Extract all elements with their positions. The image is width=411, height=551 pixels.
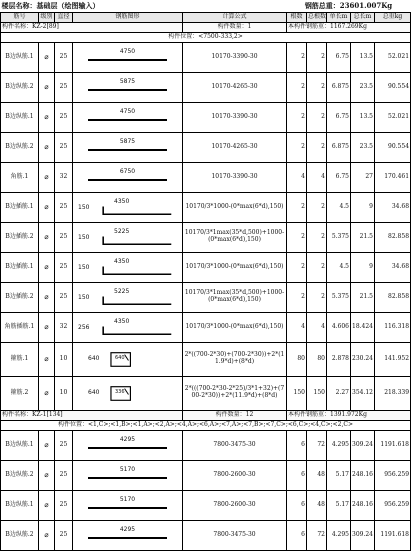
bar-total-length: 354.12 [351, 376, 375, 410]
bar-total-length: 9 [351, 252, 375, 282]
table-row [1, 42, 411, 72]
bar-total-length: 21.5 [351, 222, 375, 252]
bar-weight: 52.021 [375, 42, 411, 72]
straight-bar-line [88, 149, 167, 151]
bar-diameter: 10 [55, 342, 73, 376]
hooked-bar-line [103, 206, 171, 214]
bar-formula: 10170/3*1max(35*d,500)+1000-(0*max(6*d),150) [183, 222, 287, 252]
bar-total-length: 13.5 [351, 42, 375, 72]
bar-length-label: 4350 [114, 317, 130, 325]
bar-id: B边纵筋.2 [1, 520, 39, 550]
hooked-bar-line [103, 296, 171, 304]
floor-name: 楼层名称：基础层（绘图输入） [1, 0, 100, 10]
bar-unit-length: 4.606 [327, 312, 351, 342]
col-header-total-count: 总根数 [307, 12, 327, 22]
bar-formula: 10170/3*1max(35*d,500)+1000-(0*max(6*d),150) [183, 282, 287, 312]
stirrup-width-label: 640 [88, 354, 100, 362]
bar-unit-length: 4.5 [327, 192, 351, 222]
bar-length-label: 4350 [114, 197, 130, 205]
bar-total-length: 13.5 [351, 102, 375, 132]
bar-id: B边插筋.2 [1, 282, 39, 312]
bar-id: B边纵筋.1 [1, 102, 39, 132]
bar-formula: 10170-3390-30 [183, 102, 287, 132]
bar-shape-figure [74, 43, 181, 72]
member-count: 构件数量：1 [183, 22, 287, 32]
bar-diameter: 25 [55, 460, 73, 490]
bar-count: 2 [287, 72, 307, 102]
bar-shape [73, 282, 183, 312]
bar-shape [73, 460, 183, 490]
bar-unit-length: 5.17 [327, 490, 351, 520]
bar-shape [73, 132, 183, 162]
bar-count: 6 [287, 520, 307, 550]
bar-unit-length: 4.295 [327, 430, 351, 460]
straight-bar-line [88, 537, 167, 539]
bar-formula: 7800-2600-30 [183, 490, 287, 520]
grade-symbol: ⌀ [39, 282, 55, 312]
bar-shape-figure [74, 431, 181, 460]
col-header-shape: 钢筋图形 [73, 12, 183, 22]
col-header-bar-id: 筋号 [1, 12, 39, 22]
table-row [1, 282, 411, 312]
bar-shape-figure [74, 313, 181, 342]
bar-formula: 10170-4265-30 [183, 72, 287, 102]
table-row [1, 132, 411, 162]
bar-length-label: 5170 [119, 495, 136, 503]
table-row [1, 460, 411, 490]
bar-count: 4 [287, 312, 307, 342]
table-row [1, 376, 411, 410]
straight-bar-line [88, 477, 167, 479]
bar-weight: 82.858 [375, 282, 411, 312]
col-header-total-length: 总长m [351, 12, 375, 22]
table-row [1, 520, 411, 550]
bar-length-label: 5225 [114, 287, 130, 295]
bar-weight: 141.952 [375, 342, 411, 376]
hook-length-label: 150 [78, 233, 90, 241]
bar-diameter: 25 [55, 430, 73, 460]
bar-shape [73, 430, 183, 460]
bar-weight: 170.461 [375, 162, 411, 192]
member-info-row [1, 22, 411, 32]
bar-total-count: 48 [307, 490, 327, 520]
hooked-bar-line [103, 266, 171, 274]
bar-diameter: 25 [55, 520, 73, 550]
bar-shape-figure [74, 377, 181, 410]
grade-symbol: ⌀ [39, 342, 55, 376]
bar-diameter: 25 [55, 72, 73, 102]
bar-length-label: 4295 [119, 525, 136, 533]
bar-total-count: 2 [307, 222, 327, 252]
bar-total-length: 18.424 [351, 312, 375, 342]
bar-count: 6 [287, 430, 307, 460]
bar-formula: 10170/3*1000-(0*max(6*d),150) [183, 192, 287, 222]
bar-diameter: 32 [55, 162, 73, 192]
bar-count: 2 [287, 192, 307, 222]
col-header-count: 根数 [287, 12, 307, 22]
bar-shape [73, 162, 183, 192]
member-name: 构件名称：KZ-2[89] [1, 22, 183, 32]
bar-weight: 218.339 [375, 376, 411, 410]
member-position: 构件位置：<1,C>;<1,B>;<1,A>;<2,A>;<4,A>;<6,A>;<7,A>;<7,B>;<7,C>;<6,C>;<4,C>;<2,C> [1, 420, 411, 430]
bar-diameter: 10 [55, 376, 73, 410]
bar-id: B边插筋.2 [1, 222, 39, 252]
bar-total-length: 309.24 [351, 520, 375, 550]
bar-diameter: 25 [55, 282, 73, 312]
bar-shape [73, 376, 183, 410]
bar-count: 2 [287, 132, 307, 162]
bar-formula: 7800-3475-30 [183, 430, 287, 460]
bar-weight: 34.68 [375, 192, 411, 222]
bar-weight: 82.858 [375, 222, 411, 252]
bar-total-count: 4 [307, 162, 327, 192]
bar-count: 6 [287, 490, 307, 520]
bar-shape [73, 520, 183, 550]
bar-total-count: 2 [307, 132, 327, 162]
bar-count: 2 [287, 252, 307, 282]
bar-diameter: 25 [55, 252, 73, 282]
hooked-bar-drawing [74, 313, 181, 342]
bar-id: B边插筋.1 [1, 192, 39, 222]
table-row [1, 342, 411, 376]
member-weight: 本构件钢筋重：1391.972Kg [287, 410, 411, 420]
bar-shape [73, 252, 183, 282]
bar-shape-figure [74, 133, 181, 162]
hook-length-label: 150 [78, 263, 90, 271]
bar-weight: 116.318 [375, 312, 411, 342]
bar-total-count: 2 [307, 282, 327, 312]
hooked-bar-drawing [74, 253, 181, 282]
bar-id: 角筋插筋.1 [1, 312, 39, 342]
column-header-row [1, 12, 411, 22]
bar-count: 6 [287, 460, 307, 490]
grade-symbol: ⌀ [39, 42, 55, 72]
bar-count: 2 [287, 102, 307, 132]
bar-diameter: 25 [55, 42, 73, 72]
bar-unit-length: 2.878 [327, 342, 351, 376]
bar-diameter: 25 [55, 192, 73, 222]
hooked-bar-drawing [74, 283, 181, 312]
bar-length-label: 5225 [114, 227, 130, 235]
bar-id: B边插筋.1 [1, 252, 39, 282]
stirrup-inner-label: 336 [115, 388, 125, 395]
hooked-bar-line [103, 236, 171, 244]
bar-shape-figure [74, 73, 181, 102]
bar-length-label: 6750 [119, 167, 136, 175]
bar-formula: 10170-3390-30 [183, 42, 287, 72]
bar-diameter: 25 [55, 222, 73, 252]
bar-total-length: 248.16 [351, 460, 375, 490]
grade-symbol: ⌀ [39, 376, 55, 410]
bar-unit-length: 5.375 [327, 222, 351, 252]
grade-symbol: ⌀ [39, 520, 55, 550]
bar-weight: 34.68 [375, 252, 411, 282]
bar-formula: 10170/3*1000-(0*max(6*d),150) [183, 252, 287, 282]
bar-length-label: 4350 [114, 257, 130, 265]
hook-length-label: 256 [78, 323, 90, 331]
stirrup-width-label: 640 [88, 388, 100, 396]
bar-diameter: 25 [55, 490, 73, 520]
bar-count: 2 [287, 42, 307, 72]
bar-length-label: 4750 [119, 107, 136, 115]
bar-shape-figure [74, 223, 181, 252]
bar-id: B边纵筋.2 [1, 72, 39, 102]
bar-shape-figure [74, 491, 181, 520]
bar-id: B边纵筋.1 [1, 490, 39, 520]
bar-weight: 956.259 [375, 490, 411, 520]
table-row [1, 102, 411, 132]
bar-length-label: 4750 [119, 47, 136, 55]
bar-length-label: 5170 [119, 465, 136, 473]
grade-symbol: ⌀ [39, 252, 55, 282]
bar-total-count: 48 [307, 460, 327, 490]
bar-total-count: 2 [307, 252, 327, 282]
member-name: 构件名称：KZ-1[134] [1, 410, 183, 420]
bar-shape-figure [74, 343, 181, 376]
bar-total-length: 23.5 [351, 132, 375, 162]
grade-symbol: ⌀ [39, 72, 55, 102]
bar-weight: 52.021 [375, 102, 411, 132]
bar-shape-figure [74, 521, 181, 550]
member-position-row [1, 32, 411, 42]
bar-unit-length: 4.5 [327, 252, 351, 282]
sheet-header [1, 0, 411, 12]
bar-unit-length: 6.875 [327, 72, 351, 102]
bar-shape [73, 312, 183, 342]
bar-unit-length: 6.75 [327, 102, 351, 132]
bar-formula: 10170/3*1000-(0*max(6*d),150) [183, 312, 287, 342]
bar-total-count: 2 [307, 72, 327, 102]
bar-total-length: 27 [351, 162, 375, 192]
hook-length-label: 150 [78, 203, 90, 211]
member-weight: 本构件钢筋重：1167.269Kg [287, 22, 411, 32]
bar-unit-length: 2.27 [327, 376, 351, 410]
member-info-row [1, 410, 411, 420]
member-position-row [1, 420, 411, 430]
bar-weight: 1191.618 [375, 430, 411, 460]
bar-length-label: 5875 [119, 137, 136, 145]
bar-shape [73, 222, 183, 252]
bar-id: 箍筋.2 [1, 376, 39, 410]
bar-id: B边纵筋.1 [1, 42, 39, 72]
bar-count: 80 [287, 342, 307, 376]
bar-shape [73, 192, 183, 222]
grade-symbol: ⌀ [39, 162, 55, 192]
bar-weight: 956.259 [375, 460, 411, 490]
bar-total-count: 2 [307, 192, 327, 222]
bar-formula: 2*(((700-2*30-2*25)/3*1+32)+(700-2*30))+2*(11.9*d)+(8*d) [183, 376, 287, 410]
bar-total-count: 72 [307, 430, 327, 460]
table-row [1, 490, 411, 520]
stirrup-inner-label: 640 [115, 354, 125, 361]
grade-symbol: ⌀ [39, 192, 55, 222]
bar-count: 150 [287, 376, 307, 410]
bar-shape-figure [74, 461, 181, 490]
col-header-unit-length: 单长m [327, 12, 351, 22]
col-header-grade: 级别 [39, 12, 55, 22]
hooked-bar-drawing [74, 193, 181, 222]
stirrup-hook [125, 388, 129, 394]
bar-id: 箍筋.1 [1, 342, 39, 376]
bar-unit-length: 5.17 [327, 460, 351, 490]
bar-shape [73, 342, 183, 376]
col-header-total-weight: 总重kg [375, 12, 411, 22]
hooked-bar-line [103, 326, 171, 334]
bar-length-label: 5875 [119, 77, 136, 85]
bar-formula: 2*((700-2*30)+(700-2*30))+2*(11.9*d)+(8*d) [183, 342, 287, 376]
grade-symbol: ⌀ [39, 490, 55, 520]
table-row [1, 162, 411, 192]
bar-length-label: 4295 [119, 435, 136, 443]
bar-shape [73, 42, 183, 72]
grade-symbol: ⌀ [39, 430, 55, 460]
bar-total-length: 21.5 [351, 282, 375, 312]
table-row [1, 72, 411, 102]
bar-id: 角筋.1 [1, 162, 39, 192]
bar-total-count: 150 [307, 376, 327, 410]
bar-total-count: 72 [307, 520, 327, 550]
bar-total-count: 80 [307, 342, 327, 376]
bar-formula: 7800-2600-30 [183, 460, 287, 490]
bar-id: B边纵筋.2 [1, 132, 39, 162]
total-weight: 钢筋总重：23601.007Kg [304, 0, 393, 10]
bar-shape [73, 72, 183, 102]
bar-shape-figure [74, 193, 181, 222]
col-header-diameter: 直径 [55, 12, 73, 22]
bar-weight: 90.554 [375, 72, 411, 102]
grade-symbol: ⌀ [39, 460, 55, 490]
bar-total-length: 309.24 [351, 430, 375, 460]
bar-id: B边纵筋.1 [1, 430, 39, 460]
grade-symbol: ⌀ [39, 132, 55, 162]
bar-formula: 7800-3475-30 [183, 520, 287, 550]
grade-symbol: ⌀ [39, 222, 55, 252]
bar-count: 2 [287, 222, 307, 252]
bar-formula: 10170-4265-30 [183, 132, 287, 162]
bar-total-count: 4 [307, 312, 327, 342]
bar-unit-length: 6.875 [327, 132, 351, 162]
bar-diameter: 25 [55, 132, 73, 162]
hook-length-label: 150 [78, 293, 90, 301]
bar-unit-length: 4.295 [327, 520, 351, 550]
bar-diameter: 32 [55, 312, 73, 342]
bar-formula: 10170-3390-30 [183, 162, 287, 192]
table-row [1, 192, 411, 222]
member-count: 构件数量：12 [183, 410, 287, 420]
bar-unit-length: 6.75 [327, 42, 351, 72]
table-row [1, 222, 411, 252]
bar-shape-figure [74, 253, 181, 282]
bar-shape-figure [74, 103, 181, 132]
grade-symbol: ⌀ [39, 312, 55, 342]
bar-unit-length: 5.375 [327, 282, 351, 312]
straight-bar-line [88, 59, 167, 61]
member-position: 构件位置：<7500-333,2> [1, 32, 411, 42]
hooked-bar-drawing [74, 223, 181, 252]
table-row [1, 312, 411, 342]
bar-total-count: 2 [307, 42, 327, 72]
straight-bar-line [88, 89, 167, 91]
grade-symbol: ⌀ [39, 102, 55, 132]
straight-bar-line [88, 119, 167, 121]
bar-weight: 90.554 [375, 132, 411, 162]
straight-bar-line [88, 179, 167, 181]
col-header-formula: 计算公式 [183, 12, 287, 22]
bar-diameter: 25 [55, 102, 73, 132]
bar-total-length: 9 [351, 192, 375, 222]
bar-shape-figure [74, 283, 181, 312]
bar-shape [73, 490, 183, 520]
straight-bar-line [88, 507, 167, 509]
bar-total-length: 230.24 [351, 342, 375, 376]
bar-total-length: 23.5 [351, 72, 375, 102]
table-row [1, 252, 411, 282]
straight-bar-line [88, 447, 167, 449]
bar-weight: 1191.618 [375, 520, 411, 550]
bar-shape [73, 102, 183, 132]
bar-total-length: 248.16 [351, 490, 375, 520]
bar-count: 2 [287, 282, 307, 312]
bar-count: 4 [287, 162, 307, 192]
bar-shape-figure [74, 163, 181, 192]
bar-id: B边纵筋.2 [1, 460, 39, 490]
stirrup-hook [125, 354, 129, 360]
table-row [1, 430, 411, 460]
bar-total-count: 2 [307, 102, 327, 132]
bar-unit-length: 6.75 [327, 162, 351, 192]
